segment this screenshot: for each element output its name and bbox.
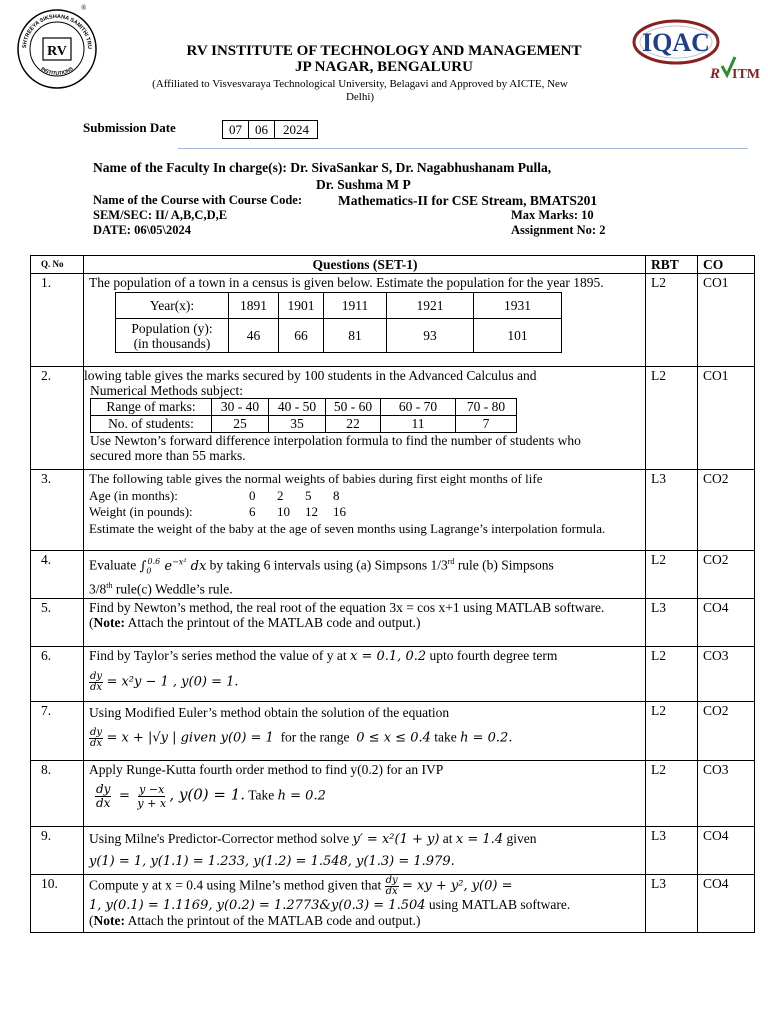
- weight-label: Weight (in pounds):: [89, 504, 193, 519]
- question-number: 7.: [31, 701, 84, 760]
- frac-num: y −x: [139, 782, 165, 796]
- integral-upper: 0.6: [147, 557, 161, 567]
- marks-row-label: Range of marks:: [91, 399, 212, 416]
- sem-sec: SEM/SEC: II/ A,B,C,D,E: [93, 208, 228, 222]
- question-text: Find by Newton’s method, the real root of the equation 3x = cos x+1 using MATLAB software.: [89, 599, 605, 615]
- question-row-6: [31, 646, 755, 701]
- question-text: Numerical Methods subject:: [90, 383, 243, 398]
- question-text-part: Take: [248, 787, 275, 803]
- age-row: [89, 488, 641, 503]
- integrand-exponent: −x²: [172, 557, 187, 567]
- question-text: The population of a town in a census is given below. Estimate the population for the year 1895.: [89, 275, 604, 290]
- math-expression: 1, y(0.1) = 1.1169, y(0.2) = 1.2773&y(0.3) = 1.504: [89, 897, 426, 913]
- question-text: lowing table gives the marks secured by 100 students in the Advanced Calculus and: [84, 368, 537, 383]
- census-cell: 1901: [279, 293, 324, 319]
- question-text-part: Compute y at x = 0.4 using Milne’s method given that: [89, 877, 382, 893]
- co-code: CO1: [698, 274, 755, 367]
- question-text-part: take: [434, 729, 457, 745]
- note-paren: (: [89, 912, 94, 928]
- question-body: [84, 646, 646, 701]
- ordinal-rd: rd: [447, 557, 455, 566]
- derivative-fraction: [89, 672, 103, 693]
- affiliation-line-2: Delhi): [345, 91, 375, 103]
- co-code: CO3: [698, 760, 755, 826]
- frac-num: dy: [96, 781, 111, 796]
- question-text: Apply Runge-Kutta fourth order method to find y(0.2) for an IVP: [89, 761, 444, 777]
- integral-dx: dx: [190, 558, 207, 574]
- math-expression: 0 ≤ x ≤ 0.4: [356, 730, 431, 746]
- census-cell: 1891: [229, 293, 279, 319]
- co-code: CO1: [698, 367, 755, 470]
- question-text-part: Using Milne's Predictor-Corrector method solve: [89, 830, 350, 846]
- age-label: Age (in months):: [89, 488, 178, 503]
- math-expression: = x + |√y | given y(0) = 1: [106, 730, 274, 746]
- marks-cell: 70 - 80: [456, 399, 517, 416]
- question-text-part: upto fourth degree term: [429, 647, 558, 663]
- question-row-9: [31, 826, 755, 874]
- rbt-level: L2: [646, 760, 698, 826]
- questions-header: Questions (SET-1): [84, 256, 646, 274]
- census-cell: 101: [474, 319, 562, 353]
- question-number: 9.: [31, 826, 84, 874]
- question-text: Using Modified Euler’s method obtain the solution of the equation: [89, 704, 450, 720]
- question-body: [84, 826, 646, 874]
- question-text-part: at: [442, 830, 453, 846]
- question-text: [89, 897, 641, 913]
- question-number: 8.: [31, 760, 84, 826]
- marks-row-label: No. of students:: [91, 416, 212, 433]
- marks-cell: 60 - 70: [381, 399, 456, 416]
- marks-cell: 35: [269, 416, 326, 433]
- question-note: [89, 913, 641, 928]
- derivative-fraction: [95, 783, 111, 810]
- institute-name: RV INSTITUTE OF TECHNOLOGY AND MANAGEMENT: [186, 43, 582, 59]
- derivative-fraction: [89, 728, 103, 749]
- course-value: Mathematics-II for CSE Stream, BMATS201: [338, 193, 598, 208]
- co-code: CO2: [698, 470, 755, 551]
- header-rule: [178, 148, 748, 149]
- question-text: [89, 554, 641, 578]
- rbt-level: L2: [646, 367, 698, 470]
- co-code: CO2: [698, 701, 755, 760]
- census-table: [115, 292, 562, 353]
- question-row-8: [31, 760, 755, 826]
- submission-date-box: [222, 120, 318, 139]
- math-expression: h = 0.2.: [460, 730, 513, 746]
- affiliation-line-1: (Affiliated to Visvesvaraya Technological University, Belagavi and Approved by AICTE, New: [152, 78, 568, 90]
- weight-value: 12: [305, 504, 318, 519]
- question-number: 4.: [31, 551, 84, 599]
- question-row-7: [31, 701, 755, 760]
- age-value: 0: [249, 488, 256, 503]
- rhs-fraction: [137, 783, 166, 810]
- svg-text:IQAC: IQAC: [642, 28, 710, 57]
- marks-cell: 25: [212, 416, 269, 433]
- question-row-5: [31, 598, 755, 646]
- rbt-level: L2: [646, 551, 698, 599]
- census-cell: 1931: [474, 293, 562, 319]
- faculty-line-1: Name of the Faculty In charge(s): Dr. SivaSankar S, Dr. Nagabhushanam Pulla,: [93, 160, 552, 175]
- question-note: [89, 615, 605, 630]
- question-text-part: rule(c) Weddle’s rule.: [115, 581, 233, 597]
- question-body: [84, 598, 646, 646]
- rbt-level: L3: [646, 470, 698, 551]
- math-expression: y′ = x²(1 + y): [352, 831, 440, 847]
- marks-cell: 50 - 60: [326, 399, 381, 416]
- registered-mark: ®: [81, 4, 87, 12]
- faculty-line-2: Dr. Sushma M P: [316, 177, 411, 192]
- evaluate-word: Evaluate: [89, 557, 137, 573]
- census-cell: 93: [387, 319, 474, 353]
- math-expression: h = 0.2: [277, 788, 326, 804]
- question-text-part: rule (b) Simpsons: [457, 557, 554, 573]
- question-text: Estimate the weight of the baby at the age of seven months using Lagrange’s interpolation formula.: [89, 521, 606, 536]
- age-value: 2: [277, 488, 284, 503]
- question-number: 6.: [31, 646, 84, 701]
- qno-header: Q. No: [31, 256, 84, 274]
- questions-table: [30, 255, 755, 933]
- question-text: [89, 648, 641, 664]
- frac-den: y + x: [137, 796, 167, 810]
- question-text: The following table gives the normal weights of babies during first eight months of life: [89, 471, 543, 486]
- question-text: [89, 578, 641, 597]
- census-cell: 81: [324, 319, 387, 353]
- marks-cell: 22: [326, 416, 381, 433]
- question-text: [89, 831, 641, 847]
- ode-line: [89, 672, 641, 693]
- question-body: [84, 367, 646, 470]
- frac-num: dy: [385, 874, 398, 886]
- svg-text:ITM: ITM: [732, 67, 760, 82]
- question-number: 3.: [31, 470, 84, 551]
- rbt-level: L3: [646, 874, 698, 932]
- question-body: [84, 760, 646, 826]
- marks-table: [90, 398, 517, 433]
- note-label: Note:: [93, 912, 125, 928]
- note-text: Attach the printout of the MATLAB code and output.): [127, 912, 421, 928]
- math-expression: x = 0.1, 0.2: [350, 648, 427, 664]
- co-code: CO4: [698, 598, 755, 646]
- svg-text:RASHTREEYA SIKSHANA SAMITHI TR: SHTREEYA SIKSHANA SAMITHI TRU: [21, 13, 93, 50]
- ordinal-th: th: [106, 581, 113, 591]
- weight-value: 6: [249, 504, 256, 519]
- marks-cell: 40 - 50: [269, 399, 326, 416]
- note-paren: (: [89, 614, 94, 630]
- census-cell: 66: [279, 319, 324, 353]
- svg-text:R: R: [710, 66, 721, 82]
- initial-values: y(1) = 1, y(1.1) = 1.233, y(1.2) = 1.548, y(1.3) = 1.979.: [89, 853, 455, 869]
- question-number: 10.: [31, 874, 84, 932]
- co-code: CO3: [698, 646, 755, 701]
- rbt-level: L2: [646, 274, 698, 367]
- submission-day: 07: [223, 121, 249, 138]
- weight-value: 16: [333, 504, 346, 519]
- marks-cell: 30 - 40: [212, 399, 269, 416]
- math-expression: = x²y − 1 , y(0) = 1.: [106, 674, 239, 690]
- institute-location: JP NAGAR, BENGALURU: [295, 59, 473, 75]
- derivative-fraction: [385, 876, 399, 897]
- note-label: Note:: [93, 614, 125, 630]
- math-expression: , y(0) = 1.: [169, 785, 246, 804]
- submission-date-label: Submission Date: [83, 120, 176, 135]
- question-body: [84, 274, 646, 367]
- census-cell: 1921: [387, 293, 474, 319]
- census-row-label: [116, 319, 229, 353]
- co-code: CO4: [698, 826, 755, 874]
- math-expression: x = 1.4: [455, 831, 504, 847]
- frac-num: dy: [90, 670, 103, 682]
- co-header: CO: [698, 256, 755, 274]
- census-row-label: Year(x):: [116, 293, 229, 319]
- question-row-3: [31, 470, 755, 551]
- question-row-1: [31, 274, 755, 367]
- math-expression: = xy + y², y(0) =: [402, 878, 513, 894]
- question-body: [84, 874, 646, 932]
- question-text-part: given: [506, 830, 537, 846]
- question-row-2: [31, 367, 755, 470]
- co-code: CO2: [698, 551, 755, 599]
- svg-text:RV: RV: [47, 44, 67, 59]
- question-text-part: by taking 6 intervals using (a) Simpsons 1/3: [209, 557, 448, 573]
- course-label: Name of the Course with Course Code:: [93, 193, 302, 207]
- assignment-no: Assignment No: 2: [511, 223, 606, 237]
- frac-den: dx: [90, 737, 103, 749]
- note-text: Attach the printout of the MATLAB code and output.): [127, 614, 421, 630]
- population-label: Population (y):: [131, 320, 213, 336]
- rbt-level: L2: [646, 701, 698, 760]
- weight-row: [89, 504, 641, 519]
- table-header-row: [31, 256, 755, 274]
- rbt-level: L3: [646, 598, 698, 646]
- ode-line: [89, 728, 641, 749]
- weight-value: 10: [277, 504, 290, 519]
- max-marks: Max Marks: 10: [511, 208, 594, 222]
- question-number: 5.: [31, 598, 84, 646]
- frac-den: dx: [385, 885, 398, 897]
- iqac-logo: [630, 18, 760, 82]
- ode-line: $\frac{dy}{dx}$ = $\frac{y -x}{y + x}$ , y(0) = 1. Take h = 0.2: [96, 781, 326, 810]
- co-code: CO4: [698, 874, 755, 932]
- question-text-part: Find by Taylor’s series method the value of y at: [89, 647, 347, 663]
- frac-den: dx: [90, 681, 103, 693]
- question-number: 1.: [31, 274, 84, 367]
- question-text-part: 3/8: [89, 581, 107, 597]
- frac-den: dx: [96, 795, 111, 810]
- question-body: [84, 470, 646, 551]
- marks-cell: 7: [456, 416, 517, 433]
- submission-month: 06: [249, 121, 275, 138]
- assignment-date: DATE: 06\05\2024: [93, 223, 192, 237]
- question-text: Use Newton’s forward difference interpolation formula to find the number of students who secured more than 55 marks.: [90, 433, 581, 463]
- integral-expression: $\int_0^{0.6}$ $e^{-x^2}$ dx: [139, 557, 207, 576]
- question-number: 2.: [31, 367, 84, 470]
- integral-lower: 0: [146, 566, 152, 576]
- question-body: [84, 551, 646, 599]
- rbt-level: L3: [646, 826, 698, 874]
- svg-text:INSTITUTIONS: INSTITUTIONS: [39, 66, 75, 77]
- census-cell: 46: [229, 319, 279, 353]
- question-text-part: for the range: [280, 729, 350, 745]
- question-row-10: [31, 874, 755, 932]
- integrand: e: [164, 558, 173, 574]
- question-row-4: [31, 551, 755, 599]
- census-cell: 1911: [324, 293, 387, 319]
- age-value: 8: [333, 488, 340, 503]
- frac-num: dy: [90, 726, 103, 738]
- submission-year: 2024: [283, 122, 309, 137]
- age-value: 5: [305, 488, 312, 503]
- marks-cell: 11: [381, 416, 456, 433]
- question-text: [89, 876, 641, 897]
- question-body: [84, 701, 646, 760]
- question-text-part: using MATLAB software.: [428, 896, 571, 912]
- rbt-header: RBT: [646, 256, 698, 274]
- population-unit: (in thousands): [133, 335, 211, 351]
- rbt-level: L2: [646, 646, 698, 701]
